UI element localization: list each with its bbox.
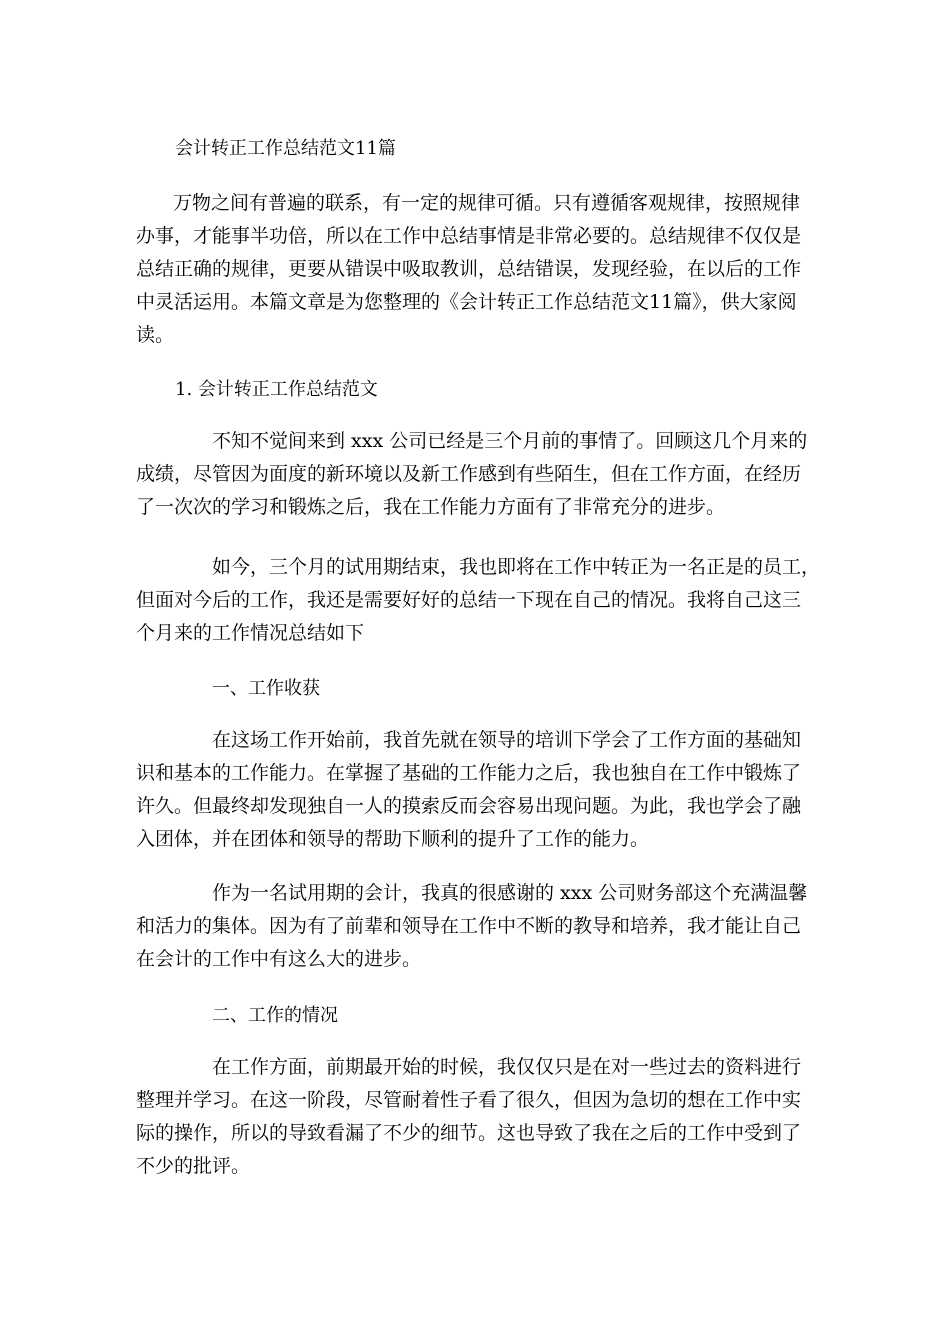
paragraph-line: 了一次次的学习和锻炼之后，我在工作能力方面有了非常充分的进步。 (136, 496, 726, 518)
paragraph-line: 不知不觉间来到 xxx 公司已经是三个月前的事情了。回顾这几个月来的 (212, 430, 808, 452)
intro-line: 办事，才能事半功倍，所以在工作中总结事情是非常必要的。总结规律不仅仅是 (136, 225, 802, 247)
subsection-heading: 一、工作收获 (212, 678, 320, 699)
intro-line: 万物之间有普遍的联系，有一定的规律可循。只有遵循客观规律，按照规律 (173, 192, 801, 214)
document-title: 会计转正工作总结范文11篇 (175, 138, 396, 159)
paragraph-line: 际的操作，所以的导致看漏了不少的细节。这也导致了我在之后的工作中受到了 (136, 1122, 802, 1144)
paragraph-line: 入团体，并在团体和领导的帮助下顺利的提升了工作的能力。 (136, 828, 650, 850)
section-heading: 1. 会计转正工作总结范文 (175, 379, 378, 400)
paragraph-line: 在工作方面，前期最开始的时候，我仅仅只是在对一些过去的资料进行 (212, 1056, 802, 1078)
paragraph-line: 成绩，尽管因为面度的新环境以及新工作感到有些陌生，但在工作方面，在经历 (136, 463, 802, 485)
paragraph-5 (136, 1051, 819, 1183)
paragraph-3 (136, 724, 819, 856)
paragraph-line: 不少的批评。 (136, 1155, 251, 1177)
intro-paragraph (136, 187, 819, 352)
paragraph-line: 但面对今后的工作，我还是需要好好的总结一下现在自己的情况。我将自己这三 (136, 589, 802, 611)
paragraph-line: 如今，三个月的试用期结束，我也即将在工作中转正为一名正是的员工， (212, 556, 821, 578)
paragraph-4 (136, 877, 819, 976)
paragraph-line: 整理并学习。在这一阶段，尽管耐着性子看了很久，但因为急切的想在工作中实 (136, 1089, 802, 1111)
subsection-heading: 二、工作的情况 (212, 1005, 338, 1026)
paragraph-2 (136, 551, 819, 650)
paragraph-line: 在这场工作开始前，我首先就在领导的培训下学会了工作方面的基础知 (212, 729, 802, 751)
intro-line: 读。 (136, 324, 175, 346)
intro-line: 总结正确的规律，更要从错误中吸取教训，总结错误，发现经验，在以后的工作 (136, 258, 802, 280)
paragraph-line: 许久。但最终却发现独自一人的摸索反而会容易出现问题。为此，我也学会了融 (136, 795, 802, 817)
intro-line: 中灵活运用。本篇文章是为您整理的《会计转正工作总结范文11篇》，供大家阅 (136, 291, 797, 313)
paragraph-line: 识和基本的工作能力。在掌握了基础的工作能力之后，我也独自在工作中锻炼了 (136, 762, 802, 784)
paragraph-line: 和活力的集体。因为有了前辈和领导在工作中不断的教导和培养，我才能让自己 (136, 915, 802, 937)
paragraph-1 (136, 425, 819, 524)
paragraph-line: 作为一名试用期的会计，我真的很感谢的 xxx 公司财务部这个充满温馨 (212, 882, 808, 904)
paragraph-line: 个月来的工作情况总结如下 (136, 622, 365, 644)
paragraph-line: 在会计的工作中有这么大的进步。 (136, 948, 422, 970)
